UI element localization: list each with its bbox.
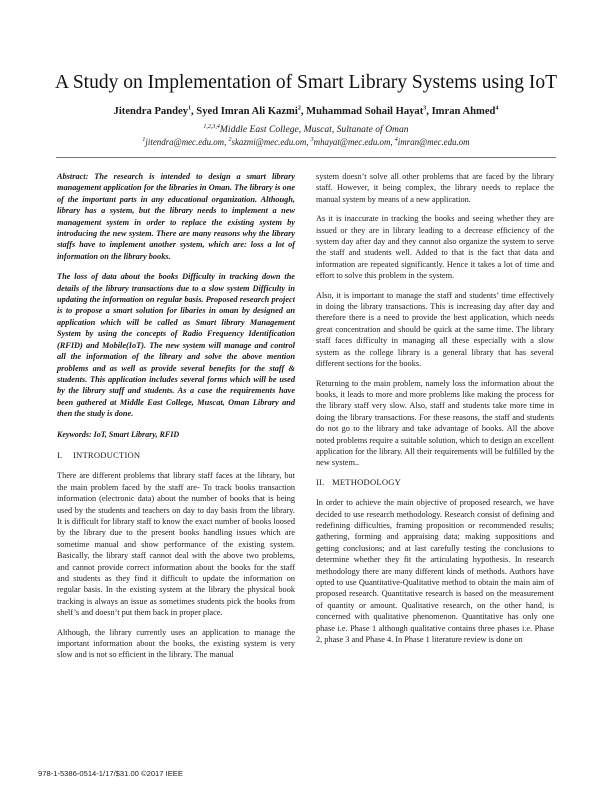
email-sup: 2 xyxy=(228,137,232,144)
body-paragraph: system doesn’t solve all other problems that are faced by the library staff. However, it being complex, the library needs to replace the manual system by means of a new application. xyxy=(316,172,554,204)
section-number: II. xyxy=(316,476,325,487)
body-paragraph: As it is inaccurate in tracking the books and seeing whether they are issued or they are in library leading to a decrease efficiency of the system day after day and they cannot also organize the system to serve the staff and students well. Added to that is the fact that data and information are repeated significantly. Hence it takes a lot of time and effort to solve this problem in the system. xyxy=(316,214,554,281)
author-name: Imran Ahmed xyxy=(431,106,496,117)
author-name: Syed Imran Ali Kazmi xyxy=(196,106,298,117)
section-number: I. xyxy=(57,449,63,460)
email-link[interactable]: mhayat@mec.edu.om xyxy=(313,137,391,147)
email-sup: 4 xyxy=(394,137,398,144)
abstract-text: : The research is intended to design a smart library management application for the libraries in Oman. The library is one of the important parts in any educational organization. Although, library has a system, but the library needs to implement a new management system in order to replace the existing system by introducing the new system. There are many reasons why the library staffs have to implement another system, which are: loss a lot of information on the library books. xyxy=(57,172,295,261)
author-sup: 4 xyxy=(495,105,499,112)
keywords: Keywords: IoT, Smart Library, RFID xyxy=(57,429,180,439)
author-name: Muhammad Sohail Hayat xyxy=(306,106,424,117)
affiliation-sup: 1,2,3,4 xyxy=(203,123,220,130)
abstract-paragraph: The loss of data about the books Difficulty in tracking down the details of the library transactions due to a slow system Difficulty in updating the information on regular basis. Proposed research project is to propose a smart solution for libaries in oman by designed an application which will be called as Smart library Management System by using the concepts of Radio Frequency Identification (RFID) and Mobile(IoT). The new system will manage and control all the information of the library and solve the above mention problems and as well as provide several benefits for the staff & students. This application includes several forms which will be used by the library staff and students. As a case the requirements have been gathered at Middle East College, Muscat, Oman Library and then the study is done. xyxy=(57,272,295,419)
author-list: Jitendra Pandey$^1$, Syed Imran Ali Kazmi$^2$, Muhammad Sohail Hayat$^3$, Imran Ahmed$^4$ xyxy=(113,105,499,117)
email-list: $^1$jitendra@mec.edu.om, $^2$skazmi@mec.edu.om, $^3$mhayat@mec.edu.om, $^4$imran@mec.edu.om xyxy=(142,137,470,147)
author-name: Jitendra Pandey xyxy=(113,106,188,117)
email-sup: 3 xyxy=(310,137,314,144)
paper-title: A Study on Implementation of Smart Library Systems using IoT xyxy=(54,72,558,93)
header-divider xyxy=(56,157,556,158)
email-link[interactable]: jitendra@mec.edu.om xyxy=(145,137,225,147)
section-title: INTRODUCTION xyxy=(73,449,141,460)
abstract-paragraph xyxy=(57,171,295,262)
body-paragraph: In order to achieve the main objective of proposed research, we have decided to use research methodology. Research consist of defining and redefining difficulties, framing proposition or recommended results; gathering, forming and appraising data; making suppositions and getting conclusions; and at last carefully testing the conclusions to determine whether they fit the articulating hypothesis. In research methodology there are many different kinds of methods. Authors have opted to use Quantitative-Qualitative method to obtain the main aim of proposed research. Quantitative research is based on the measurement of quantity or amount. Qualitative research, on the other hand, is concerned with qualitative phenomenon. Quantitative has only one phase i.e. Phase 1 although qualitative contains three phases i.e. Phase 2, phase 3 and Phase 4. In Phase 1 literature review is done on xyxy=(316,498,554,645)
body-paragraph: Also, it is important to manage the staff and students’ time effectively in doing the library transactions. This is increasing day after day and therefore there is a need to provide the best application, which needs great concentration and should be quick at the same time. The library staff faces difficulty in managing all these especially with a slow system as the college library is a general library that has several different sections for the books. xyxy=(316,290,554,369)
author-sup: 3 xyxy=(423,105,427,112)
body-paragraph: Returning to the main problem, namely loss the information about the books, it leads to more and more problems like making the process for the library staff very slow. Also, staff and students take more time in doing the library transactions. For these reasons, the staff and students do not go to the library and take advantage of books. All the above noted problems require a suitable solution, which to design an excellent application for the library. All their requirements will be fulfilled by the new system.. xyxy=(316,378,555,468)
affiliation-text: Middle East College, Muscat, Sultanate of Oman xyxy=(219,124,409,135)
right-column xyxy=(316,171,554,653)
section-heading xyxy=(316,477,554,488)
email-link[interactable]: skazmi@mec.edu.om xyxy=(231,137,307,147)
email-link[interactable]: imran@mec.edu.om xyxy=(397,137,470,147)
body-paragraph: Although, the library currently uses an application to manage the important information about the books, the existing system is very slow and is not so efficient in the library. The manual xyxy=(57,627,295,660)
copyright-footer: 978-1-5386-0514-1/17/$31.00 ©2017 IEEE xyxy=(38,769,183,778)
email-sup: 1 xyxy=(142,137,146,144)
affiliation xyxy=(40,124,572,135)
abstract-label: Abstract xyxy=(57,172,86,181)
section-title: METHODOLOGY xyxy=(332,476,402,487)
section-heading xyxy=(57,450,295,461)
left-column xyxy=(57,171,295,669)
body-paragraph: There are different problems that library staff faces at the library, but the main problem faced by the staff are- To track books transaction information (electronic data) about the number of books that is being used by the students and teachers on day to day basis from the library. It is difficult for library staff to know the exact number of books loosed by the library due to the present books handling issues which are sometime manual and show performance of the existing system. Basically, the library staff cannot deal with the above two problems, and cannot provide correct information about the books for the staff and students as they find it difficult to update the information on regular basis. In the existing system at the library the physical book tracking is always an issue as sometimes students pick the books from shelf’s and doesn’t put them back in proper place. xyxy=(57,471,295,618)
author-sup: 1 xyxy=(188,105,191,112)
abstract xyxy=(57,171,295,420)
author-sup: 2 xyxy=(297,105,301,112)
